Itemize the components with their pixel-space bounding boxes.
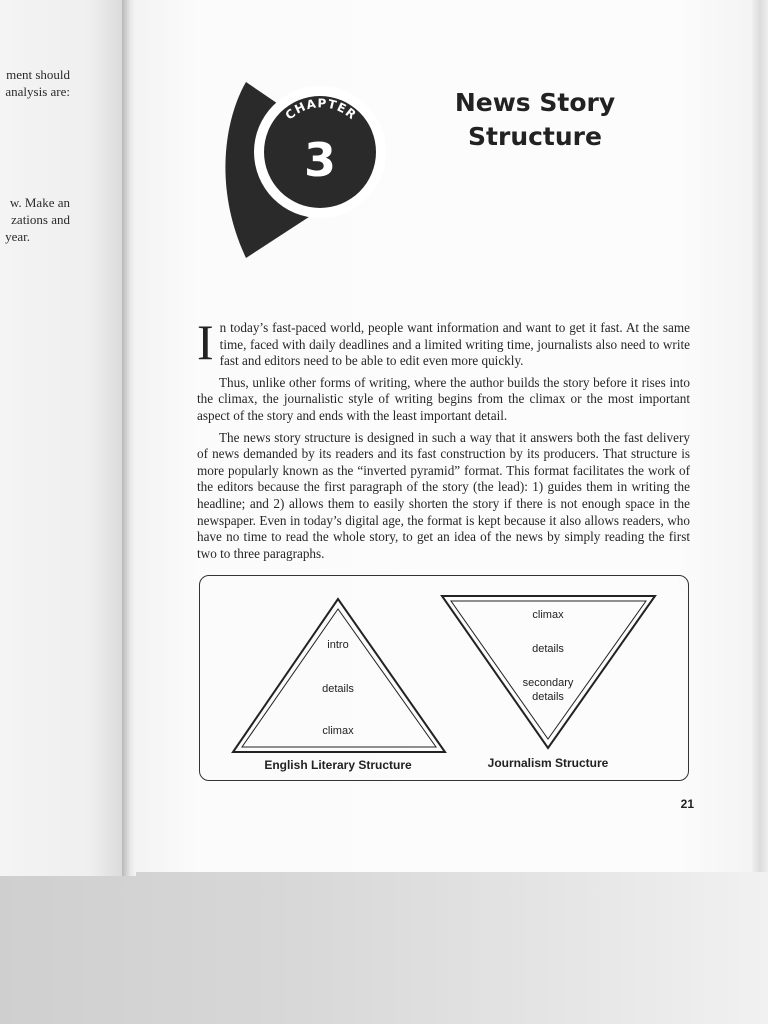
chapter-number: 3 <box>303 133 337 187</box>
literary-label-climax: climax <box>322 725 354 737</box>
left-page-text: ment should <box>6 67 70 82</box>
literary-label-intro: intro <box>327 639 349 651</box>
literary-caption: English Literary Structure <box>264 758 412 772</box>
page-edge <box>752 0 768 872</box>
paragraph: The news story structure is designed in such a way that it answers both the fast delivery of news demanded by its readers and its fast construction by its producers. That structure is more popularly known as the “inverted pyramid” format. This format facilitates the work of the editors because the first paragraph of the story (the lead): 1) guides them in writing the headline; and 2) allows them to easily shorten the story if there is not enough space in the newspaper. Even in today’s digital age, the format is kept because it also allows readers, who have no time to read the whole story, to get an idea of the news by simply reading the first two to three paragraphs. <box>197 429 690 561</box>
chapter-label: CHAPTER <box>282 96 360 123</box>
page-number: 21 <box>680 797 694 811</box>
journalism-label-details: details <box>532 643 564 655</box>
chapter-title-line: Structure <box>468 122 602 151</box>
left-page-text: year. <box>5 229 30 244</box>
paragraph <box>197 314 690 370</box>
left-page-text: zations and <box>11 212 70 227</box>
body-text <box>197 314 690 567</box>
journalism-label-climax: climax <box>532 609 564 621</box>
structure-figure <box>199 575 689 781</box>
chapter-emblem <box>208 76 388 262</box>
left-page-text: w. Make an <box>9 195 70 210</box>
journalism-label-secondary-details <box>498 676 598 704</box>
scan-background <box>0 872 768 1024</box>
journalism-caption: Journalism Structure <box>487 756 609 770</box>
paragraph-text: n today’s fast-paced world, people want information and want to get it fast. At the same time, faced with daily deadlines and a limited writing time, journalists also need to write fast and editors need to be able to edit even more quickly. <box>219 320 690 369</box>
left-page <box>0 0 128 876</box>
chapter-title <box>430 86 640 154</box>
literary-label-details: details <box>322 683 354 695</box>
pyramid-diagram <box>200 576 690 782</box>
left-page-text: analysis are: <box>5 84 70 99</box>
secondary-details-text: secondary details <box>522 677 574 703</box>
paragraph: Thus, unlike other forms of writing, where the author builds the story before it rises into the climax, the journalistic style of writing begins from the climax or the most important aspect of the story and ends with the least important detail. <box>197 374 690 423</box>
chapter-title-line: News Story <box>454 88 616 117</box>
drop-cap: I <box>197 314 214 370</box>
